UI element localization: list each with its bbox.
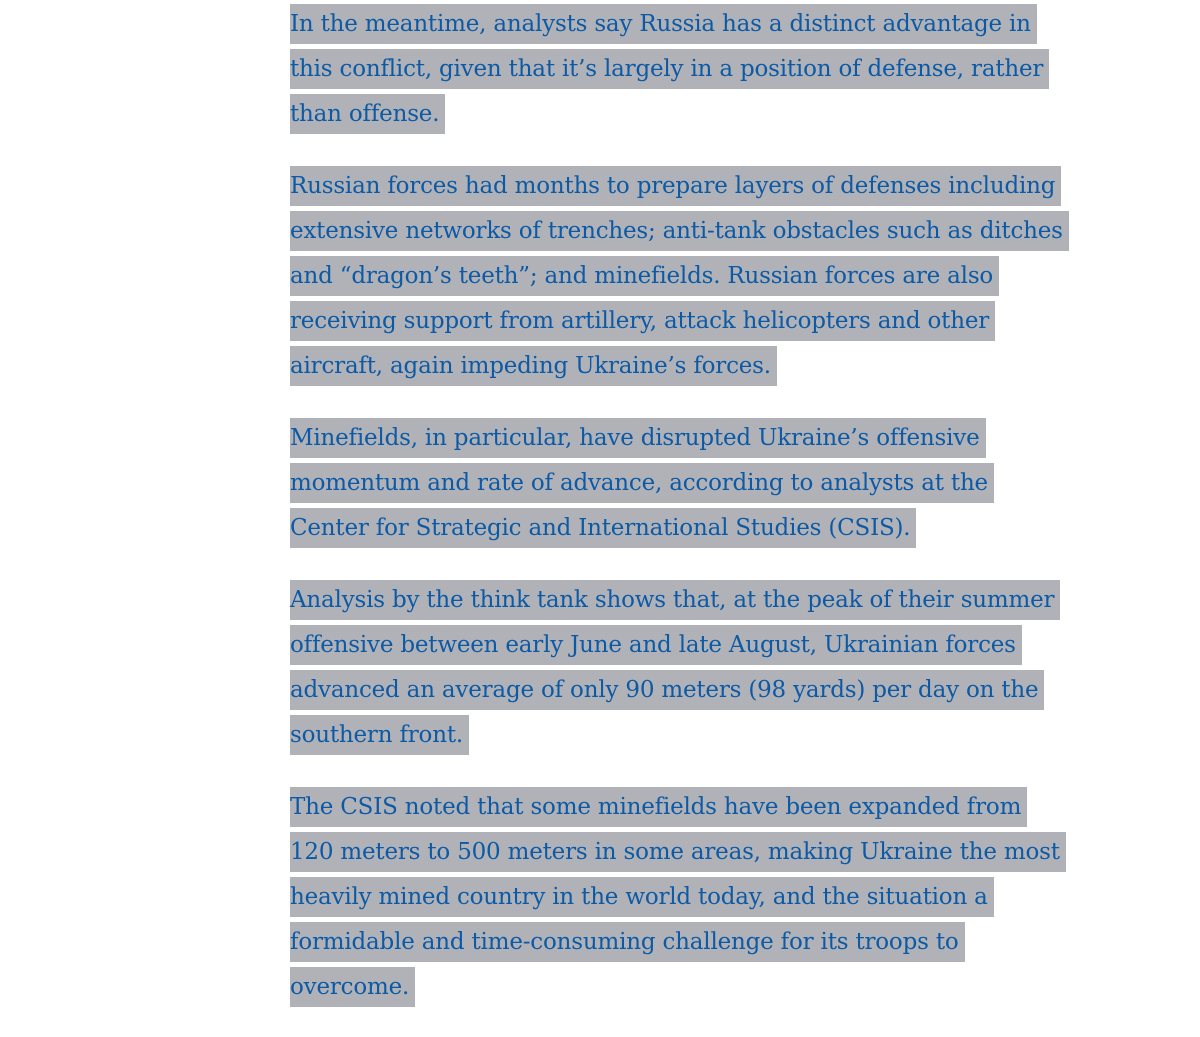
selected-text[interactable]: Russian forces had months to prepare layers of defenses including extensive networks of trenches; anti-tank obstacles such as ditches and “dragon’s teeth”; and minefields. Russian forces are also receiving support from artillery, attack helicopters and other aircraft, again impeding Ukraine’s forces.	[290, 166, 1069, 386]
article-paragraph	[290, 2, 1070, 137]
article-body	[290, 2, 1070, 1037]
article-paragraph	[290, 416, 1070, 551]
selected-text[interactable]: Analysis by the think tank shows that, at the peak of their summer offensive between early June and late August, Ukrainian forces advanced an average of only 90 meters (98 yards) per day on the southern front.	[290, 580, 1060, 755]
selected-text[interactable]: The CSIS noted that some minefields have been expanded from 120 meters to 500 meters in some areas, making Ukraine the most heavily mined country in the world today, and the situation a formidable and time-consuming challenge for its troops to overcome.	[290, 787, 1066, 1007]
article-paragraph	[290, 164, 1070, 389]
selected-text[interactable]: Minefields, in particular, have disrupted Ukraine’s offensive momentum and rate of advance, according to analysts at the Center for Strategic and International Studies (CSIS).	[290, 418, 994, 548]
selected-text[interactable]: In the meantime, analysts say Russia has a distinct advantage in this conflict, given that it’s largely in a position of defense, rather than offense.	[290, 4, 1049, 134]
article-paragraph	[290, 578, 1070, 758]
article-paragraph	[290, 785, 1070, 1010]
